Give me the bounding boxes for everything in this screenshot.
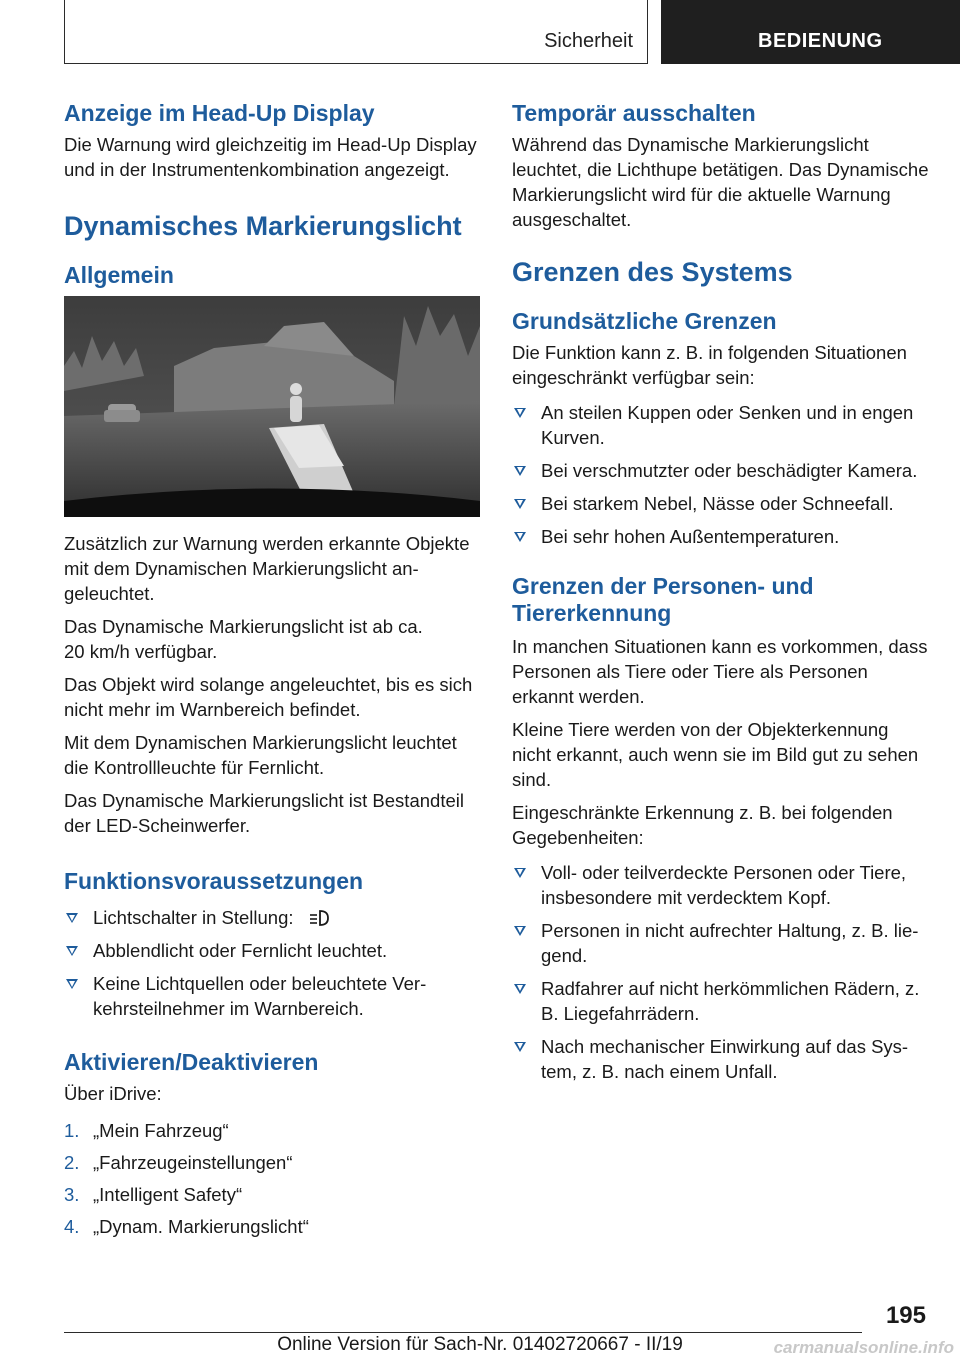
list-item: An steilen Kuppen oder Senken und in engen Kurven. [512,400,932,450]
heading-basic-limits: Grundsätzliche Grenzen [512,307,777,334]
header-section-tab [64,0,648,64]
heading-temporary-off: Temporär ausschalten [512,100,756,126]
requirements-list [64,905,482,1021]
page-number: 195 [885,1302,926,1329]
list-item: Personen in nicht aufrechter Haltung, z. B. liegend. [512,918,932,968]
watermark: carmanualsonline.info [773,1338,954,1357]
list-item: 4. „Dynam. Markierungslicht“ [64,1215,309,1237]
list-item: Nach mechanischer Einwirkung auf das System, z. B. nach einem Unfall. [512,1034,932,1084]
list-item: Radfahrer auf nicht herkömmlichen Rädern, z. B. Liegefahrrädern. [512,976,932,1026]
header-chapter-tab [661,0,960,64]
paragraph-hud: Die Warnung wird gleichzeitig im Head-Up Display und in der Instrumentenkombination angezeigt. [64,133,477,180]
list-item: Keine Lichtquellen oder beleuchtete Verkehrsteilnehmer im Warnbereich. [64,971,482,1021]
heading-requirements: Funktionsvoraussetzungen [64,867,364,894]
footer-divider [64,1332,862,1333]
paragraph-basic-limits: Die Funktion kann z. B. in folgenden Situationen eingeschränkt verfügbar sein: [512,341,907,388]
list-item: Abblendlicht oder Fernlicht leuchtet. [64,938,482,963]
heading-general: Allgemein [64,261,174,288]
list-item: 2. „Fahrzeugeinstellungen“ [64,1151,293,1173]
paragraph-illuminated-until: Das Objekt wird solange angeleuchtet, bis es sich nicht mehr im Warnbereich befindet. [64,673,473,720]
idrive-steps [64,1118,482,1239]
list-item: 3. „Intelligent Safety“ [64,1183,243,1205]
list-item: Bei sehr hohen Außentemperaturen. [512,524,932,549]
header-section-label: Sicherheit [544,30,633,52]
night-road-illustration [64,296,480,517]
paragraph-person-animal-1: In manchen Situationen kann es vorkommen, dass Personen als Tiere oder Tiere als Personen erkannt werden. [512,635,928,707]
header-chapter-label: BEDIENUNG [758,30,883,52]
paragraph-availability-b: 20 km/h verfügbar. [64,640,218,662]
list-item: 1. „Mein Fahrzeug“ [64,1119,229,1141]
heading-person-animal-limits: Grenzen der Personen- und Tiererkennung [512,572,814,627]
heading-dynamic-marker-light: Dynamisches Markierungslicht [64,210,462,241]
heading-activate-deactivate: Aktivieren/Deaktivieren [64,1049,319,1076]
paragraph-person-animal-3: Eingeschränkte Erkennung z. B. bei folgenden Gegebenheiten: [512,801,893,848]
paragraph-availability-a: Das Dynamische Markierungslicht ist ab ca. [64,615,423,637]
list-item: Voll- oder teilverdeckte Personen oder Tiere, insbesondere mit verdecktem Kopf. [512,860,932,910]
paragraph-indicator: Mit dem Dynamischen Markierungslicht leuchtet die Kontrollleuchte für Fernlicht. [64,731,457,778]
paragraph-objects-illuminated: Zusätzlich zur Warnung werden erkannte Objekte mit dem Dynamischen Markierungslicht angeleuchtet. [64,532,470,604]
right-column [512,100,932,1092]
light-switch-auto-icon [307,907,331,927]
footer-version-text: Online Version für Sach-Nr. 01402720667 - II/19 [277,1334,683,1355]
left-column [64,100,482,1246]
list-item: Lichtschalter in Stellung: [64,905,482,930]
basic-limits-list [512,400,932,549]
heading-system-limits: Grenzen des Systems [512,256,793,287]
paragraph-via-idrive: Über iDrive: [64,1082,162,1104]
paragraph-temporary-off: Während das Dynamische Markierungslicht leuchtet, die Lichthupe betätigen. Das Dynamische Markierungslicht wird für die aktuelle Warnung ausgeschaltet. [512,133,929,230]
recognition-limits-list [512,860,932,1084]
paragraph-led-headlights: Das Dynamische Markierungslicht ist Bestandteil der LED-Scheinwerfer. [64,789,464,836]
list-item: Bei starkem Nebel, Nässe oder Schneefall. [512,491,932,516]
heading-hud: Anzeige im Head-Up Display [64,100,375,126]
paragraph-person-animal-2: Kleine Tiere werden von der Objekterkennung nicht erkannt, auch wenn sie im Bild gut zu sehen sind. [512,718,919,790]
list-item: Bei verschmutzter oder beschädigter Kamera. [512,458,932,483]
